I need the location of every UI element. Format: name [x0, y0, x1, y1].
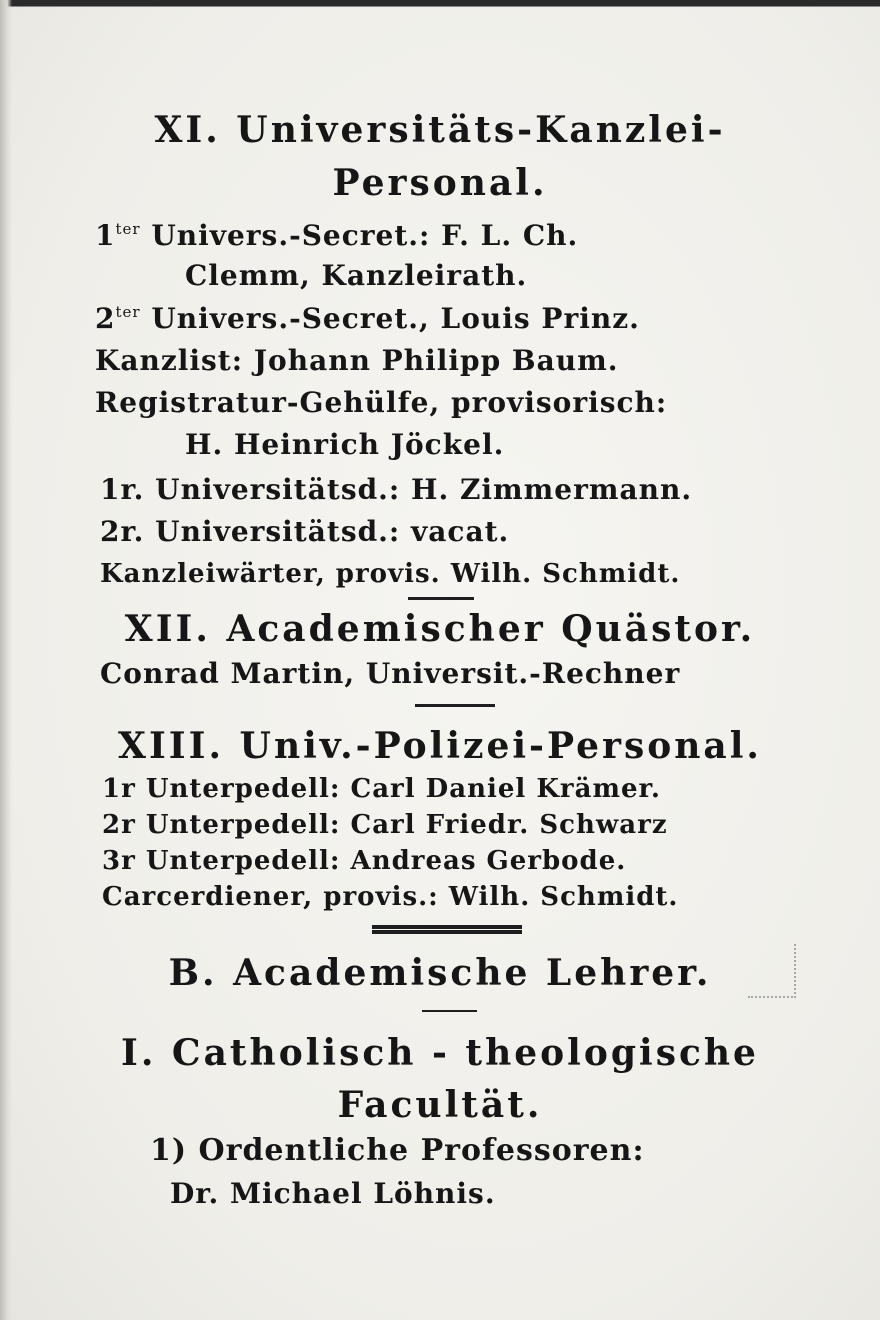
section-xiii-entry-2: 2r Unterpedell: Carl Friedr. Schwarz [102, 810, 668, 840]
section-xi-entry-4: Kanzlist: Johann Philipp Baum. [95, 344, 619, 377]
section-xiii-entry-4: Carcerdiener, provis.: Wilh. Schmidt. [102, 882, 679, 912]
section-xi-entry-3: $2^{ter}$ Univers.-Secret., Louis Prinz. [95, 302, 640, 335]
section-xi-entry-1: $1^{ter}$ Univers.-Secret.: F. L. Ch. [95, 219, 579, 252]
section-xii-heading: XII. Academischer Quästor. [124, 608, 756, 650]
section-xi-entry-2: Clemm, Kanzleirath. [185, 259, 528, 292]
section-xi-entry-6: H. Heinrich Jöckel. [185, 428, 505, 461]
section-xi-entry-8: 2r. Universitätsd.: vacat. [100, 515, 510, 548]
section-i-entry: Dr. Michael Löhnis. [170, 1177, 496, 1210]
section-divider-xi-xii [408, 597, 474, 600]
section-xi-heading-line2: Personal. [332, 162, 548, 204]
section-xi-entry-7: 1r. Universitätsd.: H. Zimmermann. [100, 473, 693, 506]
section-i-heading-line2: Facultät. [337, 1084, 543, 1126]
section-xi-entry-9: Kanzleiwärter, provis. Wilh. Schmidt. [100, 559, 681, 589]
section-b-heading: B. Academische Lehrer. [168, 952, 712, 994]
section-xi-heading-line1: XI. Universitäts-Kanzlei- [154, 109, 726, 151]
section-xii-entry: Conrad Martin, Universit.-Rechner [100, 657, 681, 690]
section-xi-entry-5: Registratur-Gehülfe, provisorisch: [95, 386, 668, 419]
section-i-heading-line1: I. Catholisch - theologische [121, 1032, 759, 1074]
section-xiii-heading: XIII. Univ.-Polizei-Personal. [118, 725, 762, 767]
section-divider-double [372, 925, 522, 929]
section-divider-xii-xiii [415, 704, 495, 707]
section-divider-b-i [422, 1010, 477, 1012]
section-xiii-entry-1: 1r Unterpedell: Carl Daniel Krämer. [102, 774, 661, 804]
marginal-pencil-mark [748, 944, 796, 998]
section-xiii-entry-3: 3r Unterpedell: Andreas Gerbode. [102, 846, 627, 876]
section-i-subheading: 1) Ordentliche Professoren: [150, 1133, 645, 1168]
page-top-border [0, 0, 880, 7]
